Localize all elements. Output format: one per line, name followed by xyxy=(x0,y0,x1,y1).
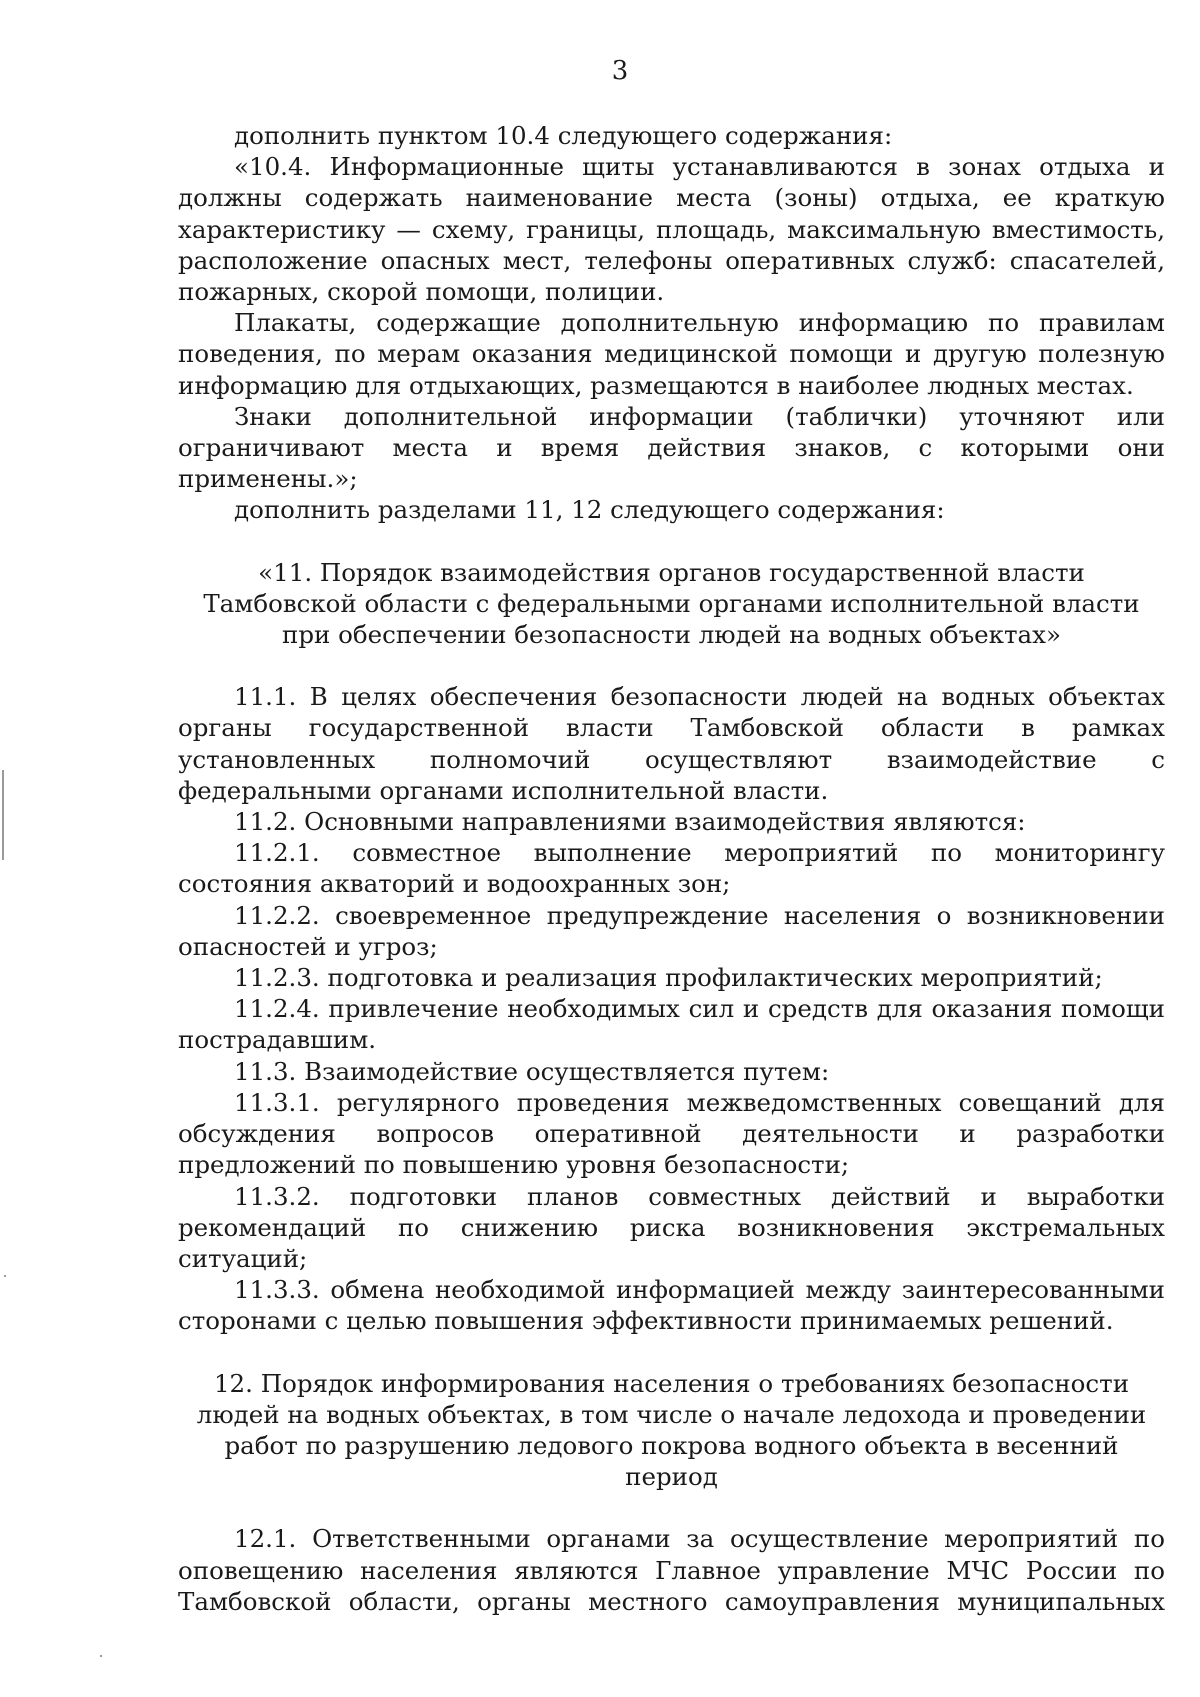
item-11-3-1: 11.3.1. регулярного проведения межведомственных совещаний для обсуждения вопросов оперативной деятельности и разработки предложений по повышению уровня безопасности; xyxy=(178,1087,1165,1180)
paragraph-10-4-info-boards: «10.4. Информационные щиты устанавливаются в зонах отдыха и должны содержать наименование места (зоны) отдыха, ее краткую характеристику — схему, границы, площадь, максимальную вместимость, расположение опасных мест, телефоны оперативных служб: спасателей, пожарных, скорой помощи, полиции. xyxy=(178,152,1165,307)
spacer xyxy=(178,650,1165,681)
item-11-2-2: 11.2.2. своевременное предупреждение населения о возникновении опасностей и угроз; xyxy=(178,900,1165,961)
item-11-2-1: 11.2.1. совместное выполнение мероприятий по мониторингу состояния акваторий и водоохранных зон; xyxy=(178,838,1165,899)
document-body xyxy=(178,120,1165,1617)
section-12-heading: 12. Порядок информирования населения о требованиях безопасности людей на водных объектах, в том числе о начале ледохода и проведении работ по разрушению ледового покрова водного объекта в весенний период xyxy=(196,1368,1147,1492)
paragraph-posters: Плакаты, содержащие дополнительную информацию по правилам поведения, по мерам оказания медицинской помощи и другую полезную информацию для отдыхающих, размещаются в наиболее людных местах. xyxy=(178,308,1165,400)
item-12-1: 12.1. Ответственными органами за осуществление мероприятий по оповещению населения являются Главное управление МЧС России по Тамбовской области, органы местного самоуправления муниципальных xyxy=(178,1524,1165,1616)
paragraph-intro-10-4: дополнить пунктом 10.4 следующего содержания: xyxy=(234,121,893,150)
scan-artifact-dot xyxy=(4,1275,6,1277)
item-11-2-4: 11.2.4. привлечение необходимых сил и средств для оказания помощи пострадавшим. xyxy=(178,994,1165,1055)
item-11-1: 11.1. В целях обеспечения безопасности людей на водных объектах органы государственной власти Тамбовской области в рамках установленных полномочий осуществляют взаимодействие с федеральными органами исполнительной власти. xyxy=(178,682,1165,805)
paragraph-signs: Знаки дополнительной информации (таблички) уточняют или ограничивают места и время действия знаков, с которыми они применены.»; xyxy=(178,401,1165,494)
page-number: 3 xyxy=(611,56,629,86)
scan-artifact-dot xyxy=(100,1655,102,1657)
item-11-3: 11.3. Взаимодействие осуществляется путем: xyxy=(234,1056,830,1086)
section-11-heading: «11. Порядок взаимодействия органов государственной власти Тамбовской области с федеральными органами исполнительной власти при обеспечении безопасности людей на водных объектах» xyxy=(203,557,1140,650)
spacer xyxy=(178,1492,1165,1523)
paragraph-intro-sections-11-12: дополнить разделами 11, 12 следующего содержания: xyxy=(234,495,945,525)
spacer xyxy=(178,1337,1165,1368)
scan-artifact-mark xyxy=(2,770,4,860)
item-11-2: 11.2. Основными направлениями взаимодействия являются: xyxy=(234,807,1026,837)
item-11-3-3: 11.3.3. обмена необходимой информацией между заинтересованными сторонами с целью повышения эффективности принимаемых решений. xyxy=(178,1275,1165,1336)
item-11-2-3: 11.2.3. подготовка и реализация профилактических мероприятий; xyxy=(234,963,1103,993)
spacer xyxy=(178,526,1165,557)
item-11-3-2: 11.3.2. подготовки планов совместных действий и выработки рекомендаций по снижению риска возникновения экстремальных ситуаций; xyxy=(178,1181,1165,1273)
